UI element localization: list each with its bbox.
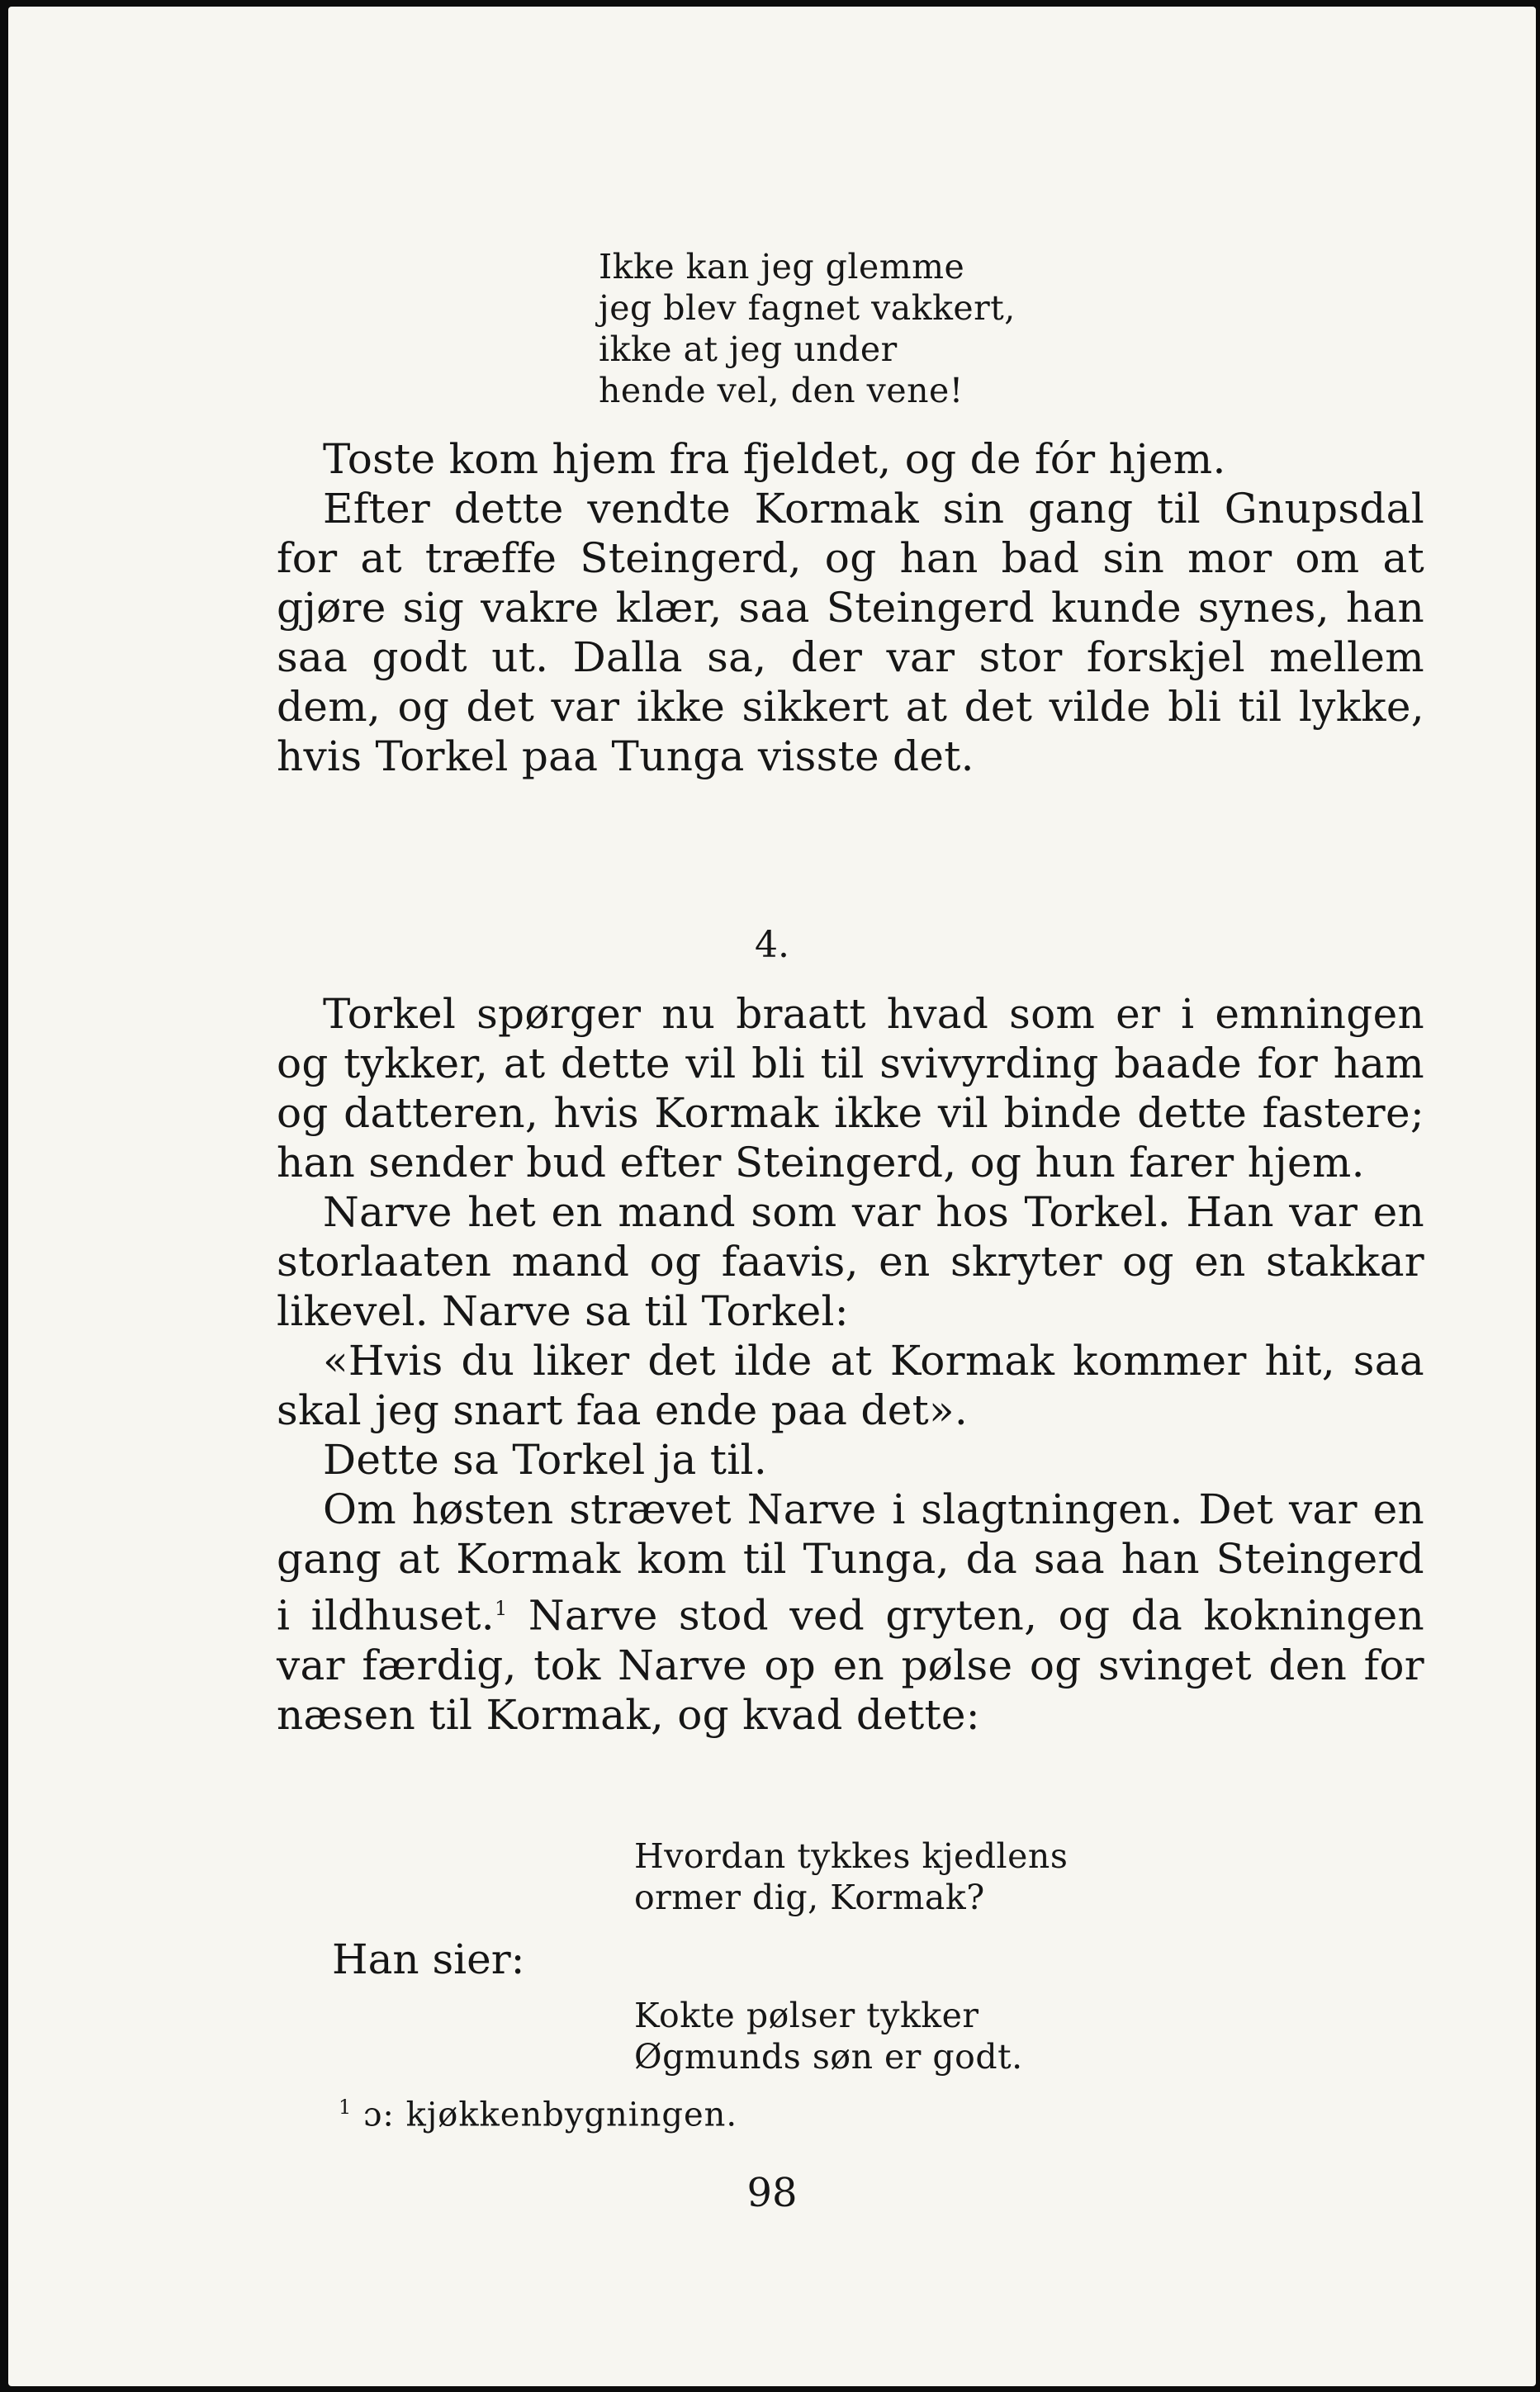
verse-3 xyxy=(634,1995,1023,2077)
paragraph-text: Narve stod ved gryten, og da kokningen var færdig, tok Narve op en pølse og svinget den for næsen til Kormak, og kvad dette: xyxy=(277,1591,1424,1739)
book-page xyxy=(8,7,1536,2386)
verse-2 xyxy=(634,1835,1068,1918)
prose-block-2 xyxy=(277,989,1424,1740)
paragraph: Narve het en mand som var hos Torkel. Han var en storlaaten mand og faavis, en skryter og en stakkar likevel. Narve sa til Torkel: xyxy=(277,1188,1424,1335)
verse-line: ormer dig, Kormak? xyxy=(634,1878,985,1917)
verse-line: Kokte pølser tykker xyxy=(634,1996,979,2035)
verse-line: hende vel, den vene! xyxy=(599,371,964,410)
han-sier-label: Han sier: xyxy=(332,1935,525,1983)
paragraph xyxy=(277,1485,1424,1740)
paragraph: Efter dette vendte Kormak sin gang til Gnupsdal for at træffe Steingerd, og han bad sin mor om at gjøre sig vakre klær, saa Steingerd kunde synes, han saa godt ut. Dalla sa, der var stor forskjel mellem dem, og det var ikke sikkert at det vilde bli til lykke, hvis Torkel paa Tunga visste det. xyxy=(277,485,1424,780)
footnote-text: ɔ: kjøkkenbygningen. xyxy=(363,2096,738,2134)
paragraph-text: Om høsten strævet Narve i slagtningen. Det var en gang at Kormak kom til Tunga, da saa han Steingerd i ildhuset. xyxy=(277,1485,1424,1640)
verse-line: ikke at jeg under xyxy=(599,329,898,369)
verse-line: jeg blev fagnet vakkert, xyxy=(599,288,1016,328)
footnote-mark: 1 xyxy=(339,2096,353,2119)
page-number: 98 xyxy=(746,2170,798,2216)
verse-line: Hvordan tykkes kjedlens xyxy=(634,1836,1069,1876)
paragraph: Toste kom hjem fra fjeldet, og de fór hjem. xyxy=(323,435,1226,483)
footnote-reference: 1 xyxy=(494,1597,508,1620)
paragraph: «Hvis du liker det ilde at Kormak kommer hit, saa skal jeg snart faa ende paa det». xyxy=(277,1337,1424,1434)
footnote xyxy=(339,2087,737,2134)
prose-block-1 xyxy=(277,434,1424,781)
chapter-number: 4. xyxy=(755,924,789,966)
paragraph: Dette sa Torkel ja til. xyxy=(323,1436,768,1484)
verse-line: Øgmunds søn er godt. xyxy=(634,2037,1023,2077)
verse-1 xyxy=(599,246,1016,411)
paragraph: Torkel spørger nu braatt hvad som er i emningen og tykker, at dette vil bli til svivyrding baade for ham og datteren, hvis Kormak ikke vil binde dette fastere; han sender bud efter Steingerd, og hun farer hjem. xyxy=(277,990,1424,1187)
verse-line: Ikke kan jeg glemme xyxy=(599,247,965,287)
